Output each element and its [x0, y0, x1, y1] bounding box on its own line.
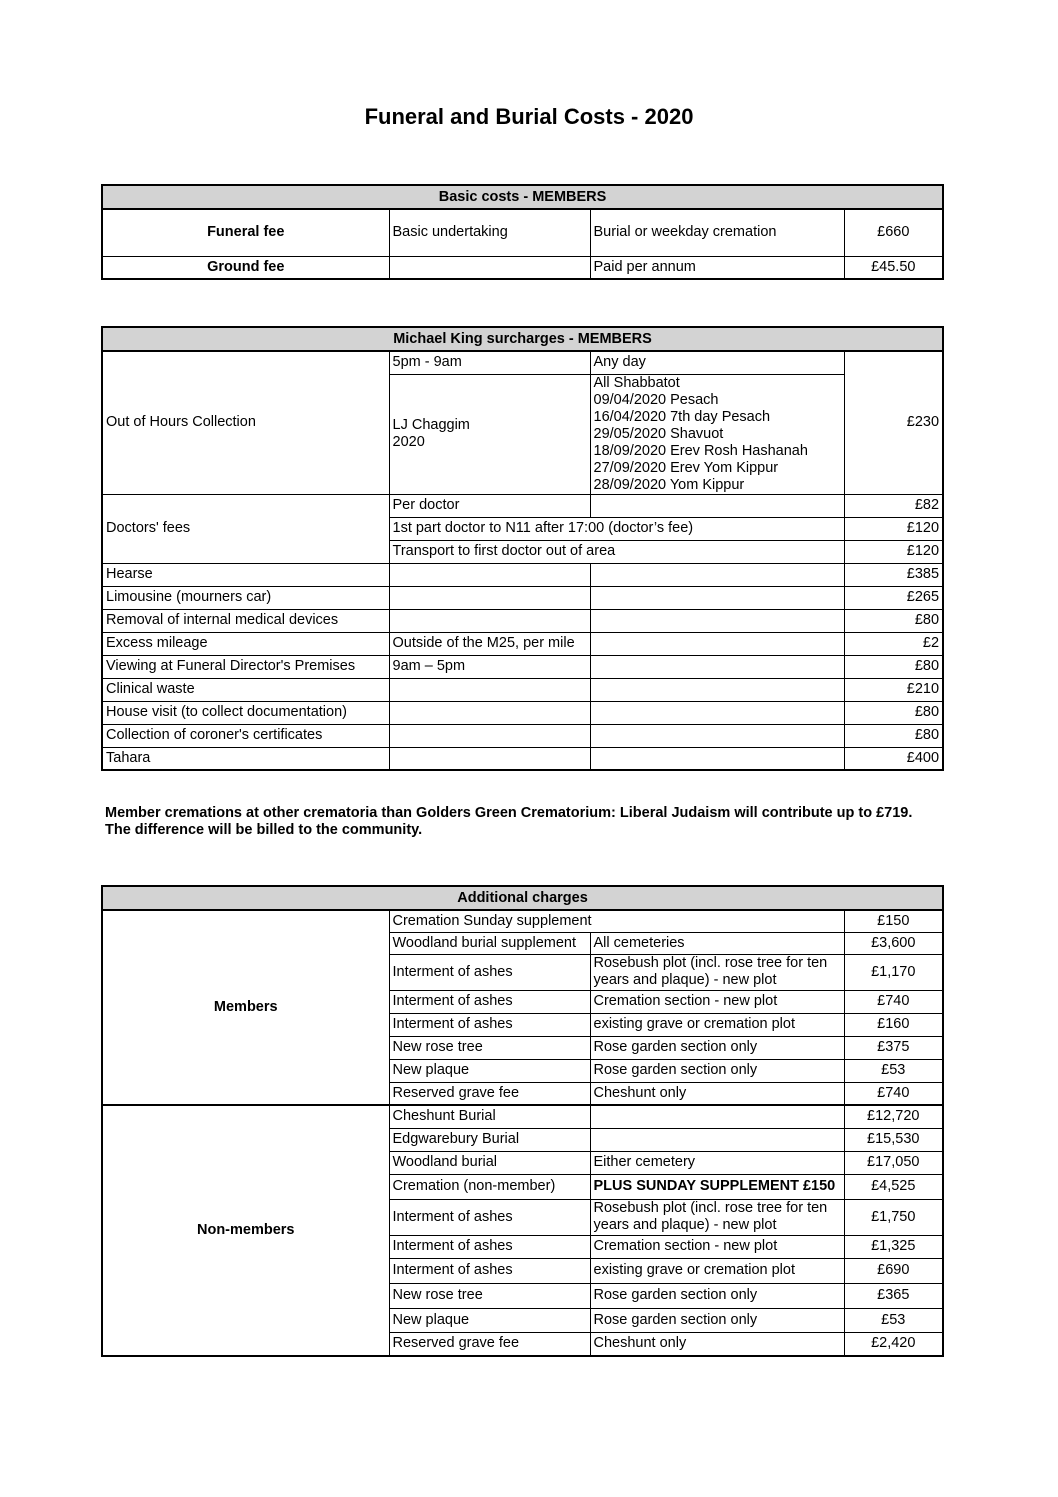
row-col3 — [590, 563, 844, 586]
row-item: Cheshunt Burial — [389, 1105, 590, 1128]
row-detail: Cremation section - new plot — [590, 990, 844, 1013]
row-detail: Rose garden section only — [590, 1036, 844, 1059]
out-of-hours-price: £230 — [844, 351, 943, 494]
row-price: £210 — [844, 678, 943, 701]
doctors-desc: 1st part doctor to N11 after 17:00 (doctor’s fee) — [389, 517, 844, 540]
note-line-2: The difference will be billed to the community. — [105, 822, 423, 838]
row-price: £2 — [844, 632, 943, 655]
row-col2 — [389, 256, 590, 279]
row-item: Interment of ashes — [389, 954, 590, 990]
row-name: Removal of internal medical devices — [102, 609, 389, 632]
row-col3: Burial or weekday cremation — [590, 209, 844, 256]
row-price: £4,525 — [844, 1174, 943, 1199]
row-detail: existing grave or cremation plot — [590, 1258, 844, 1283]
row-name: Hearse — [102, 563, 389, 586]
row-name: Clinical waste — [102, 678, 389, 701]
row-price: £740 — [844, 1082, 943, 1105]
row-col2 — [389, 678, 590, 701]
row-col3 — [590, 632, 844, 655]
table-row — [102, 724, 943, 747]
row-col2 — [389, 747, 590, 770]
row-detail: PLUS SUNDAY SUPPLEMENT £150 — [590, 1174, 844, 1199]
row-item: Reserved grave fee — [389, 1332, 590, 1356]
members-label: Members — [102, 910, 389, 1105]
row-name: Ground fee — [102, 256, 389, 279]
row-price: £150 — [844, 910, 943, 932]
row-price: £80 — [844, 724, 943, 747]
table-row — [102, 910, 943, 932]
row-col3 — [590, 701, 844, 724]
row-item: New rose tree — [389, 1283, 590, 1308]
doctors-col3 — [590, 494, 844, 517]
chaggim-label: LJ Chaggim 2020 — [389, 374, 590, 494]
row-item: Cremation (non-member) — [389, 1174, 590, 1199]
page-title: Funeral and Burial Costs - 2020 — [364, 104, 694, 129]
row-col2 — [389, 563, 590, 586]
row-detail: Rose garden section only — [590, 1059, 844, 1082]
row-item: New rose tree — [389, 1036, 590, 1059]
row-price: £160 — [844, 1013, 943, 1036]
row-col2 — [389, 724, 590, 747]
doctors-price: £120 — [844, 517, 943, 540]
row-price: £1,750 — [844, 1199, 943, 1235]
row-name: Excess mileage — [102, 632, 389, 655]
row-item: Interment of ashes — [389, 1235, 590, 1258]
row-col3 — [590, 747, 844, 770]
row-price: £385 — [844, 563, 943, 586]
row-price: £660 — [844, 209, 943, 256]
row-col2: Outside of the M25, per mile — [389, 632, 590, 655]
row-price: £2,420 — [844, 1332, 943, 1356]
row-item: Woodland burial — [389, 1151, 590, 1174]
out-of-hours-time: 5pm - 9am — [389, 351, 590, 374]
row-col2: 9am – 5pm — [389, 655, 590, 678]
table-row — [102, 494, 943, 517]
non-members-label: Non-members — [102, 1105, 389, 1356]
row-name: Tahara — [102, 747, 389, 770]
table-row — [102, 563, 943, 586]
row-price: £375 — [844, 1036, 943, 1059]
doctors-price: £82 — [844, 494, 943, 517]
row-price: £53 — [844, 1059, 943, 1082]
row-name: House visit (to collect documentation) — [102, 701, 389, 724]
table-row — [102, 632, 943, 655]
doctors-price: £120 — [844, 540, 943, 563]
doctors-desc: Per doctor — [389, 494, 590, 517]
row-detail: Cheshunt only — [590, 1082, 844, 1105]
row-item: Interment of ashes — [389, 1013, 590, 1036]
doctors-fees-name: Doctors' fees — [102, 494, 389, 563]
row-detail: Either cemetery — [590, 1151, 844, 1174]
row-item: New plaque — [389, 1059, 590, 1082]
row-name: Funeral fee — [102, 209, 389, 256]
table-row — [102, 655, 943, 678]
row-name: Viewing at Funeral Director's Premises — [102, 655, 389, 678]
row-price: £80 — [844, 701, 943, 724]
row-detail: Cheshunt only — [590, 1332, 844, 1356]
table-row — [102, 209, 943, 256]
row-col3 — [590, 678, 844, 701]
row-name: Collection of coroner's certificates — [102, 724, 389, 747]
row-detail: All cemeteries — [590, 932, 844, 954]
additional-charges-header: Additional charges — [102, 886, 943, 910]
row-name: Limousine (mourners car) — [102, 586, 389, 609]
row-item: New plaque — [389, 1308, 590, 1332]
row-price: £740 — [844, 990, 943, 1013]
table-row — [102, 1105, 943, 1128]
row-price: £265 — [844, 586, 943, 609]
row-col3 — [590, 586, 844, 609]
row-item: Woodland burial supplement — [389, 932, 590, 954]
table-row — [102, 747, 943, 770]
surcharges-table — [101, 326, 944, 771]
row-price: £3,600 — [844, 932, 943, 954]
row-price: £365 — [844, 1283, 943, 1308]
row-col2 — [389, 609, 590, 632]
row-detail: Rosebush plot (incl. rose tree for ten years and plaque) - new plot — [590, 1199, 844, 1235]
row-price: £12,720 — [844, 1105, 943, 1128]
doctors-desc: Transport to first doctor out of area — [389, 540, 844, 563]
row-item: Cremation Sunday supplement — [389, 910, 844, 932]
row-item: Edgwarebury Burial — [389, 1128, 590, 1151]
row-price: £80 — [844, 655, 943, 678]
chaggim-dates: All Shabbatot 09/04/2020 Pesach 16/04/2020 7th day Pesach 29/05/2020 Shavuot 18/09/2020 Erev Rosh Hashanah 27/09/2020 Erev Yom Kippur 28/09/2020 Yom Kippur — [590, 374, 844, 494]
note-line-1: Member cremations at other crematoria than Golders Green Crematorium: Liberal Judaism will contribute up to £719. — [105, 805, 913, 821]
row-detail: Rose garden section only — [590, 1308, 844, 1332]
table-row — [102, 586, 943, 609]
row-item: Reserved grave fee — [389, 1082, 590, 1105]
row-col3 — [590, 655, 844, 678]
row-price: £1,325 — [844, 1235, 943, 1258]
crematoria-note — [105, 805, 912, 839]
surcharges-header: Michael King surcharges - MEMBERS — [102, 327, 943, 351]
out-of-hours-days: Any day — [590, 351, 844, 374]
basic-costs-table — [101, 184, 944, 280]
row-detail: Rose garden section only — [590, 1283, 844, 1308]
row-col3: Paid per annum — [590, 256, 844, 279]
row-price: £690 — [844, 1258, 943, 1283]
row-price: £1,170 — [844, 954, 943, 990]
basic-costs-header: Basic costs - MEMBERS — [102, 185, 943, 209]
row-item: Interment of ashes — [389, 1258, 590, 1283]
table-row — [102, 351, 943, 374]
row-detail: Rosebush plot (incl. rose tree for ten years and plaque) - new plot — [590, 954, 844, 990]
row-detail: Cremation section - new plot — [590, 1235, 844, 1258]
row-col3 — [590, 609, 844, 632]
row-col2: Basic undertaking — [389, 209, 590, 256]
row-item: Interment of ashes — [389, 1199, 590, 1235]
table-row — [102, 701, 943, 724]
row-price: £15,530 — [844, 1128, 943, 1151]
row-col3 — [590, 724, 844, 747]
row-detail — [590, 1105, 844, 1128]
row-item: Interment of ashes — [389, 990, 590, 1013]
row-price: £80 — [844, 609, 943, 632]
table-row — [102, 256, 943, 279]
row-price: £53 — [844, 1308, 943, 1332]
table-row — [102, 609, 943, 632]
table-row — [102, 678, 943, 701]
row-col2 — [389, 701, 590, 724]
row-col2 — [389, 586, 590, 609]
row-detail — [590, 1128, 844, 1151]
out-of-hours-name: Out of Hours Collection — [102, 351, 389, 494]
row-price: £400 — [844, 747, 943, 770]
row-price: £45.50 — [844, 256, 943, 279]
row-price: £17,050 — [844, 1151, 943, 1174]
row-detail: existing grave or cremation plot — [590, 1013, 844, 1036]
additional-charges-table — [101, 885, 944, 1357]
